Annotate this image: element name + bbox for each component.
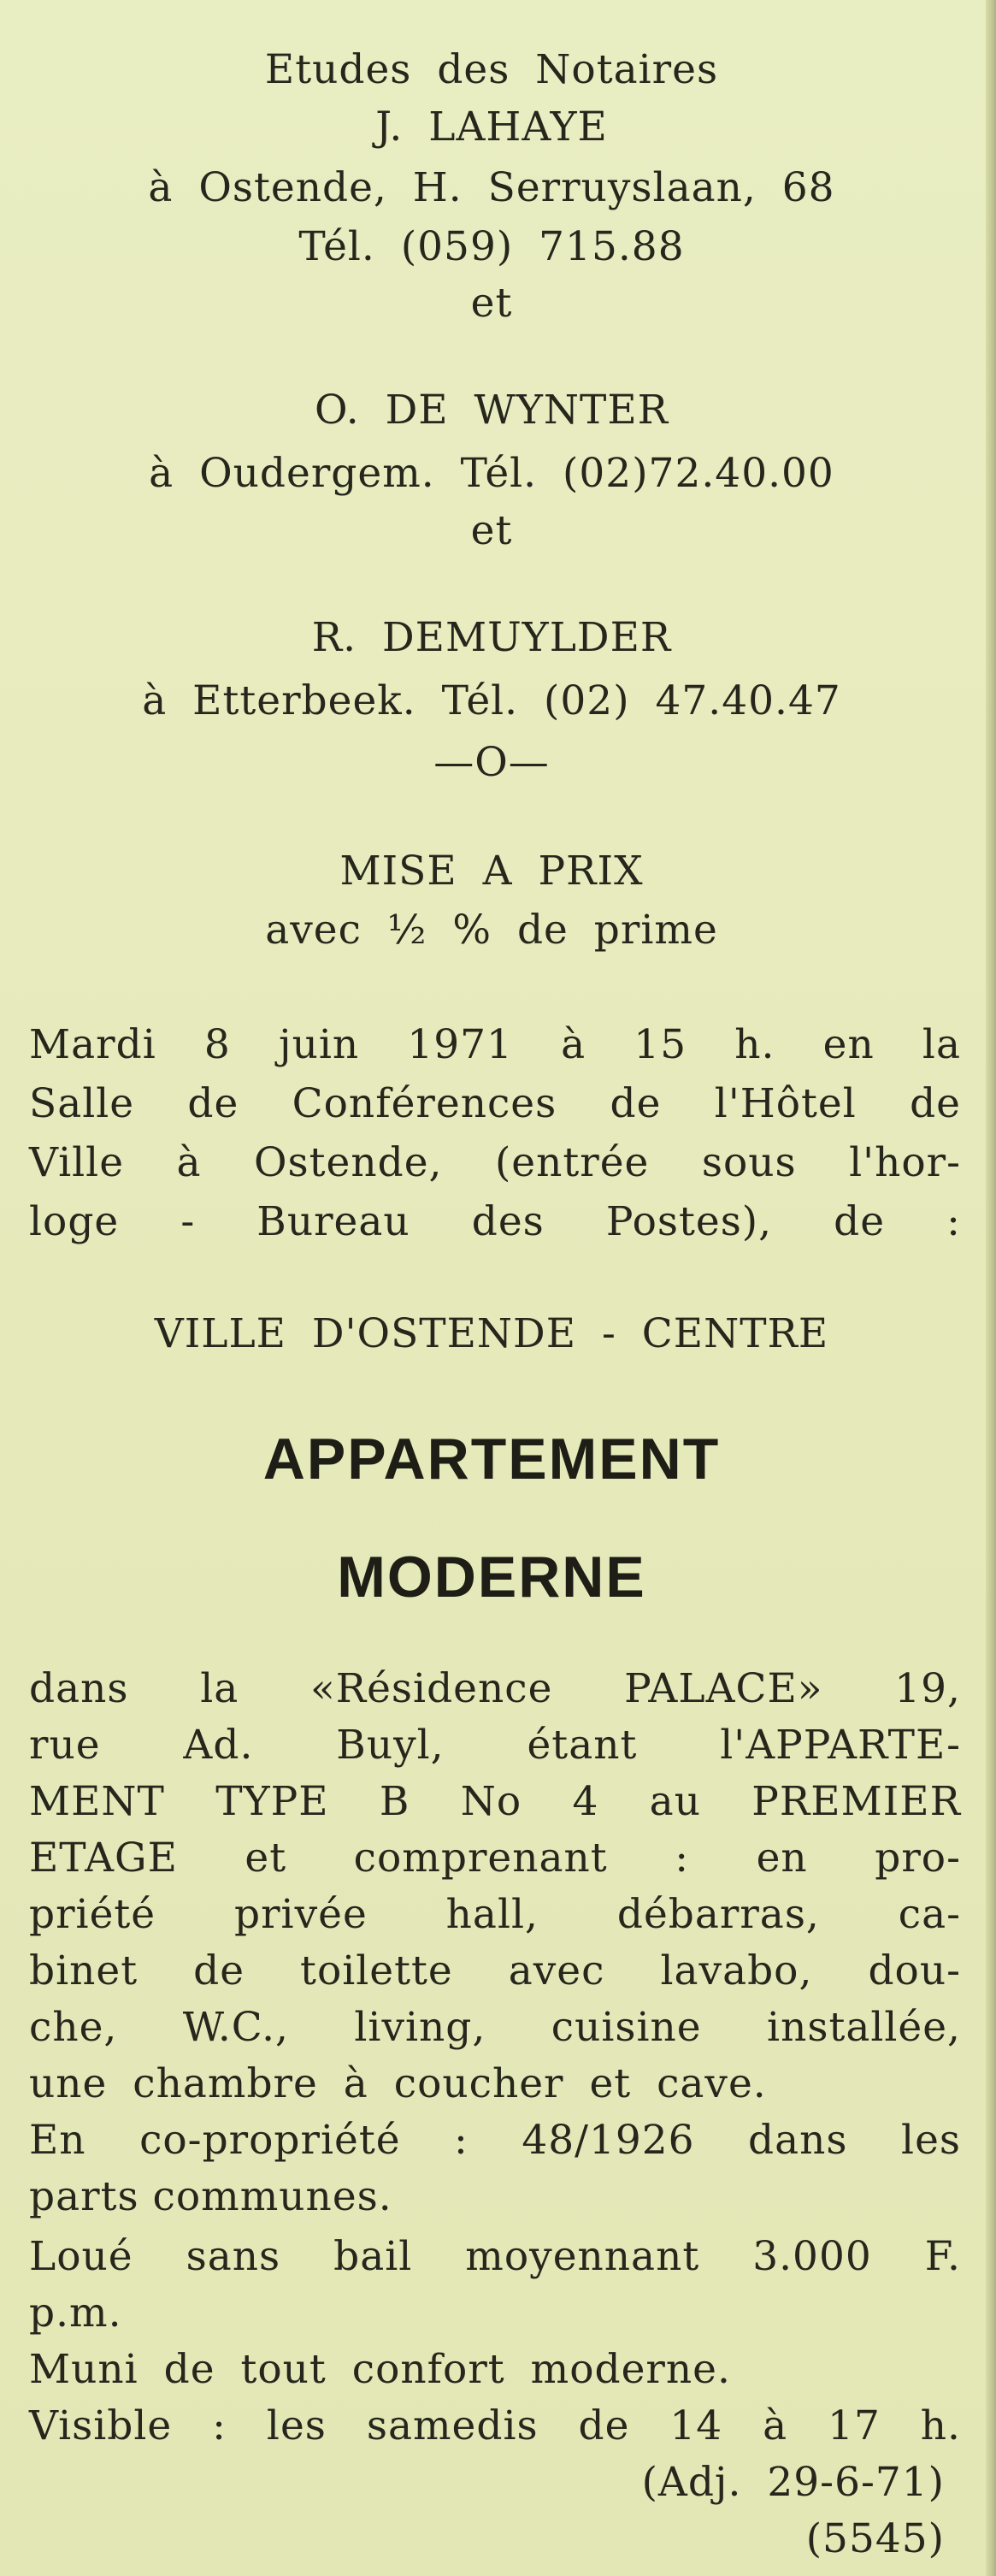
conjunction-1: et xyxy=(470,280,513,327)
property-desc-line: ETAGE et comprenant : en pro- xyxy=(29,1835,961,1882)
reference-number: (5545) xyxy=(805,2515,945,2562)
adjudication-date: (Adj. 29-6-71) xyxy=(641,2459,945,2506)
sale-premium: avec ½ % de prime xyxy=(265,907,718,954)
property-desc-line: dans la «Résidence PALACE» 19, xyxy=(29,1665,961,1712)
coproperty-line-1: En co-propriété : 48/1926 dans les xyxy=(29,2117,961,2164)
rent-line-2: p.m. xyxy=(29,2289,122,2337)
conjunction-2: et xyxy=(470,507,513,554)
notary-2-address: à Oudergem. Tél. (02)72.40.00 xyxy=(149,450,834,497)
sale-location: VILLE D'OSTENDE - CENTRE xyxy=(154,1310,829,1357)
notaries-heading: Etudes des Notaires xyxy=(264,46,719,93)
section-separator: —O— xyxy=(433,739,550,786)
rent-line-1: Loué sans bail moyennant 3.000 F. xyxy=(29,2233,961,2280)
sale-intro-line: loge - Bureau des Postes), de : xyxy=(29,1198,961,1245)
coproperty-line-2: parts communes. xyxy=(29,2173,392,2220)
notary-3-address: à Etterbeek. Tél. (02) 47.40.47 xyxy=(142,677,841,724)
notary-1-phone: Tél. (059) 715.88 xyxy=(298,223,685,270)
comfort-line: Muni de tout confort moderne. xyxy=(29,2346,731,2393)
notary-3-name: R. DEMUYLDER xyxy=(311,614,672,661)
visit-hours: Visible : les samedis de 14 à 17 h. xyxy=(29,2402,961,2449)
property-headline-2: MODERNE xyxy=(337,1545,646,1610)
property-desc-line: rue Ad. Buyl, étant l'APPARTE- xyxy=(29,1722,961,1769)
property-desc-line: priété privée hall, débarras, ca- xyxy=(29,1891,961,1938)
sale-intro-line: Mardi 8 juin 1971 à 15 h. en la xyxy=(29,1021,961,1068)
property-desc-line: binet de toilette avec lavabo, dou- xyxy=(29,1947,961,1994)
notary-2-name: O. DE WYNTER xyxy=(314,387,669,434)
property-desc-line: che, W.C., living, cuisine installée, xyxy=(29,2004,961,2051)
sale-intro-line: Salle de Conférences de l'Hôtel de xyxy=(29,1080,961,1127)
notary-1-address: à Ostende, H. Serruyslaan, 68 xyxy=(148,164,835,211)
property-desc-line: une chambre à coucher et cave. xyxy=(29,2060,767,2107)
notary-1-name: J. LAHAYE xyxy=(375,103,608,151)
sale-intro-line: Ville à Ostende, (entrée sous l'hor- xyxy=(29,1139,961,1186)
property-desc-line: MENT TYPE B No 4 au PREMIER xyxy=(29,1778,961,1825)
property-headline-1: APPARTEMENT xyxy=(262,1427,721,1492)
sale-title: MISE A PRIX xyxy=(339,848,644,895)
paper-edge xyxy=(986,0,996,2576)
